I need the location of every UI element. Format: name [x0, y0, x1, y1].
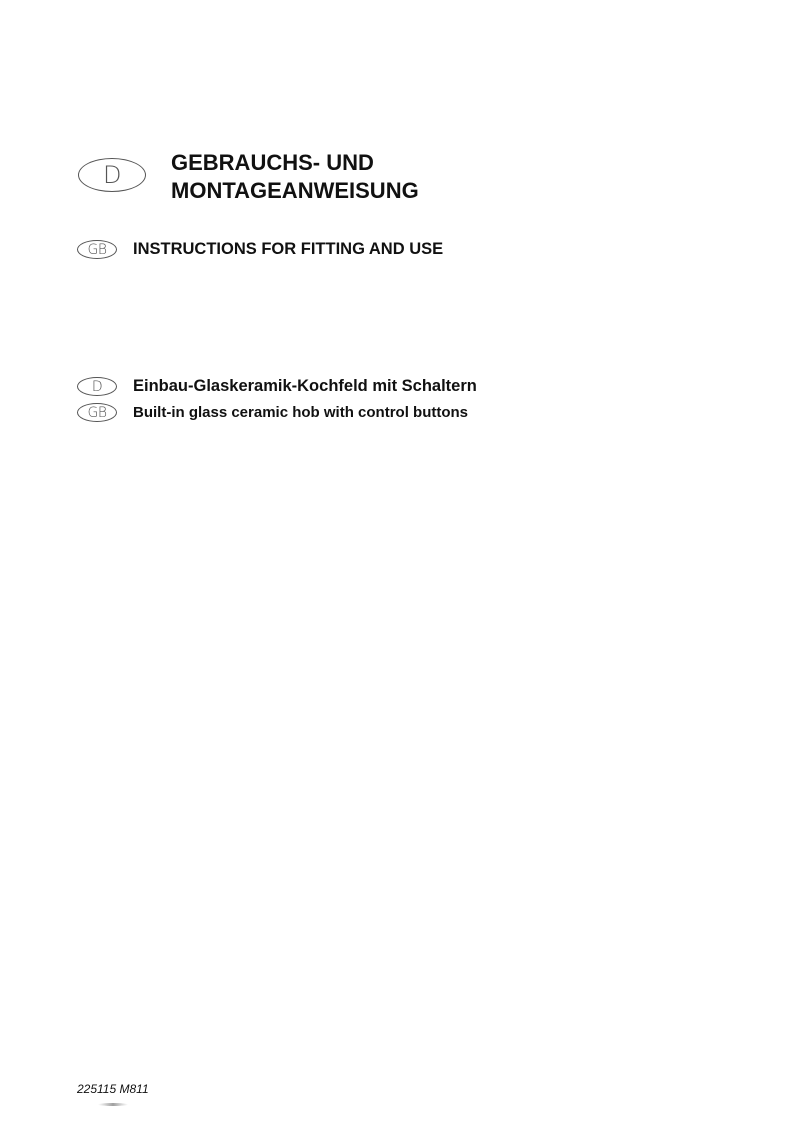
language-badge-german-large [78, 158, 146, 192]
badge-label: GB [87, 404, 107, 421]
badge-label: D [103, 161, 121, 189]
page-title-german [171, 149, 419, 205]
title-line-2: MONTAGEANWEISUNG [171, 178, 419, 203]
title-line-1: GEBRAUCHS- UND [171, 150, 374, 175]
badge-label: GB [87, 241, 107, 258]
footer-mark [98, 1103, 128, 1106]
language-badge-german-product [77, 377, 117, 396]
badge-label: D [91, 378, 103, 395]
product-description-english: Built-in glass ceramic hob with control buttons [133, 404, 469, 421]
language-badge-english-product [77, 403, 117, 422]
page-title-english: INSTRUCTIONS FOR FITTING AND USE [133, 240, 444, 258]
language-badge-english [77, 240, 117, 259]
document-code: 225115 M811 [77, 1082, 149, 1096]
product-description-german: Einbau-Glaskeramik-Kochfeld mit Schaltern [133, 377, 477, 395]
